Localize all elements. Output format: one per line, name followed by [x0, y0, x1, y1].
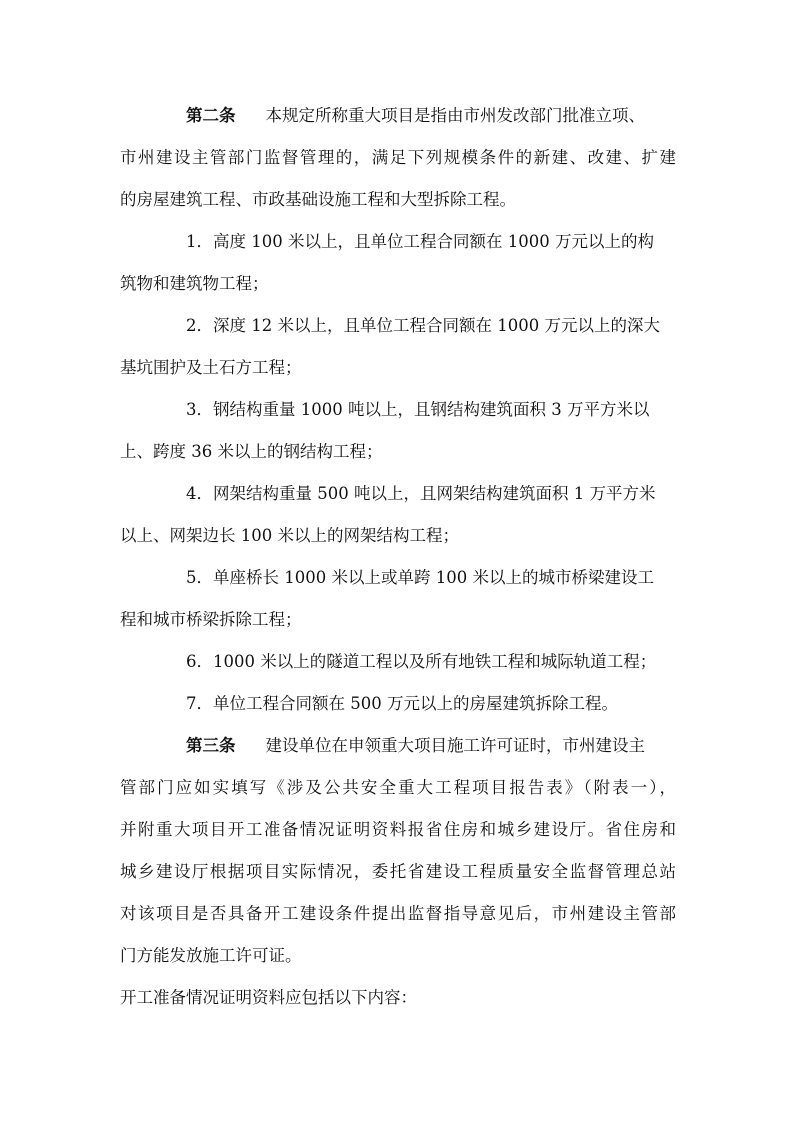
item-6-line: 6．1000 米以上的隧道工程以及所有地铁工程和城际轨道工程； [186, 652, 657, 671]
article-2-line-3: 的房屋建筑工程、市政基础设施工程和大型拆除工程。 [120, 190, 516, 209]
article-3-line-3: 并附重大项目开工准备情况证明资料报省住房和城乡建设厅。省住房和 [120, 820, 676, 839]
article-3-line-5: 对该项目是否具备开工建设条件提出监督指导意见后，市州建设主管部 [120, 904, 676, 923]
item-1-line-2: 筑物和建筑物工程； [120, 274, 269, 293]
article-3-text: 建设单位在申领重大项目施工许可证时，市州建设主 [265, 736, 645, 755]
article-2-label: 第二条 [186, 106, 236, 125]
item-5-line-2: 程和城市桥梁拆除工程； [120, 610, 302, 629]
article-3-line-6: 门方能发放施工许可证。 [120, 946, 302, 965]
item-3-line-1: 3．钢结构重量 1000 吨以上，且钢结构建筑面积 3 万平方米以 [186, 400, 650, 419]
item-7-line: 7．单位工程合同额在 500 万元以上的房屋建筑拆除工程。 [186, 694, 618, 713]
closing-line: 开工准备情况证明资料应包括以下内容： [120, 988, 417, 1007]
article-2-line-2: 市州建设主管部门监督管理的，满足下列规模条件的新建、改建、扩建 [120, 148, 676, 167]
article-2-text: 本规定所称重大项目是指由市州发改部门批准立项、 [265, 106, 645, 125]
item-2-line-1: 2．深度 12 米以上，且单位工程合同额在 1000 万元以上的深大 [186, 316, 660, 335]
article-3-line-2: 管部门应如实填写《涉及公共安全重大工程项目报告表》（附表一）， [120, 778, 676, 797]
article-3-line-1 [186, 736, 645, 756]
article-2-line-1 [186, 106, 645, 126]
item-3-line-2: 上、跨度 36 米以上的钢结构工程； [120, 442, 383, 461]
article-3-label: 第三条 [186, 736, 236, 755]
item-5-line-1: 5．单座桥长 1000 米以上或单跨 100 米以上的城市桥梁建设工 [186, 568, 654, 587]
item-2-line-2: 基坑围护及土石方工程； [120, 358, 302, 377]
item-4-line-1: 4．网架结构重量 500 吨以上，且网架结构建筑面积 1 万平方米 [186, 484, 656, 503]
item-1-line-1: 1．高度 100 米以上，且单位工程合同额在 1000 万元以上的构 [186, 232, 654, 251]
item-4-line-2: 以上、网架边长 100 米以上的网架结构工程； [120, 526, 459, 545]
article-3-line-4: 城乡建设厅根据项目实际情况，委托省建设工程质量安全监督管理总站 [120, 862, 676, 881]
